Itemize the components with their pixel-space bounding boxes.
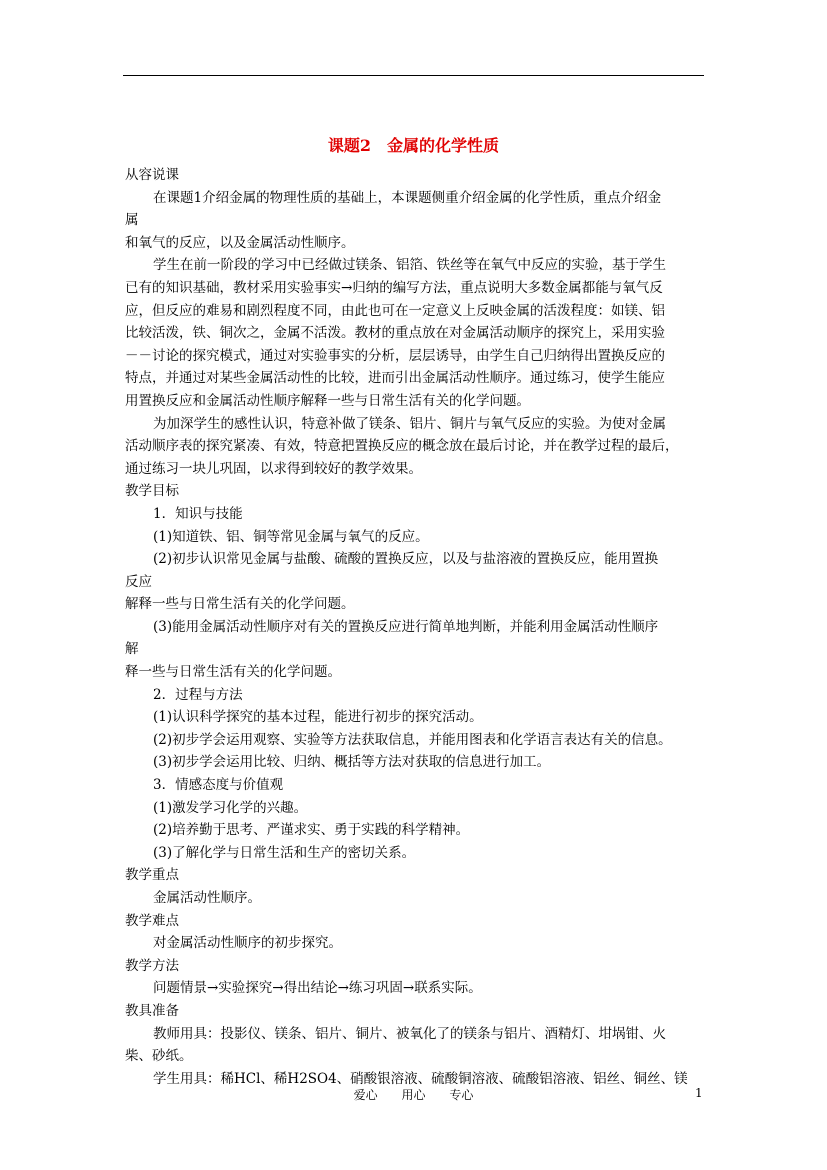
text-line: 应，但反应的难易和剧烈程度不同，由此也可在一定意义上反映金属的活泼程度：如镁、铝 xyxy=(125,302,665,319)
text-line: 3．情感态度与价值观 xyxy=(153,777,284,794)
text-line: (2)初步认识常见金属与盐酸、硫酸的置换反应，以及与盐溶液的置换反应，能用置换 xyxy=(153,551,659,568)
text-line: 特点，并通过对某些金属活动性的比较，进而引出金属活动性顺序。通过练习，使学生能应 xyxy=(125,370,665,387)
text-line: 1．知识与技能 xyxy=(153,505,243,522)
text-line: 金属活动性顺序。 xyxy=(153,890,261,906)
text-line: 在课题1介绍金属的物理性质的基础上，本课题侧重介绍金属的化学性质，重点介绍金 xyxy=(153,189,662,206)
footer-text-left: 爱心 xyxy=(353,1088,378,1102)
page-title: 课题2 金属的化学性质 xyxy=(327,136,500,155)
text-line: 为加深学生的感性认识，特意补做了镁条、铝片、铜片与氧气反应的实验。为使对金属 xyxy=(153,415,666,432)
text-line: (1)知道铁、铝、铜等常见金属与氧气的反应。 xyxy=(153,528,429,545)
text-line: 活动顺序表的探究紧凑、有效，特意把置换反应的概念放在最后讨论，并在教学过程的最后， xyxy=(125,438,679,455)
text-line: (2)培养勤于思考、严谨求实、勇于实践的科学精神。 xyxy=(153,822,470,839)
text-line: 学生用具：稀HCl、稀H2SO4、硝酸银溶液、硫酸铜溶液、硫酸铝溶液、铝丝、铜丝、镁 xyxy=(153,1070,688,1087)
text-line: (3)能用金属活动性顺序对有关的置换反应进行简单地判断，并能利用金属活动性顺序 xyxy=(153,618,659,635)
text-line: 已有的知识基础，教材采用实验事实→归纳的编写方法，重点说明大多数金属都能与氧气反 xyxy=(125,279,663,296)
text-line: －－讨论的探究模式，通过对实验事实的分析，层层诱导，由学生自己归纳得出置换反应的 xyxy=(125,347,665,364)
text-line: 属 xyxy=(125,212,139,229)
text-line: 对金属活动性顺序的初步探究。 xyxy=(153,935,342,952)
text-line: (2)初步学会运用观察、实验等方法获取信息，并能用图表和化学语言表达有关的信息。 xyxy=(153,731,672,748)
text-line: 用置换反应和金属活动性顺序解释一些与日常生活有关的化学问题。 xyxy=(125,392,530,409)
text-line: 2．过程与方法 xyxy=(153,686,243,703)
document-body xyxy=(125,164,710,1090)
footer-text-middle: 用心 xyxy=(401,1088,426,1102)
text-line: 教学目标 xyxy=(125,483,179,500)
text-line: 学生在前一阶段的学习中已经做过镁条、铝箔、铁丝等在氧气中反应的实验，基于学生 xyxy=(153,257,666,274)
page-footer xyxy=(0,1086,827,1103)
text-line: 柴、砂纸。 xyxy=(125,1048,193,1065)
text-line: 教学重点 xyxy=(125,867,179,884)
text-line: (3)了解化学与日常生活和生产的密切关系。 xyxy=(153,844,416,861)
text-line: 教师用具：投影仪、镁条、铝片、铜片、被氧化了的镁条与铝片、酒精灯、坩埚钳、火 xyxy=(153,1025,666,1042)
text-line: 解释一些与日常生活有关的化学问题。 xyxy=(125,596,355,613)
text-line: 比较活泼，铁、铜次之，金属不活泼。教材的重点放在对金属活动顺序的探究上，采用实验 xyxy=(125,325,665,342)
text-line: 问题情景→实验探究→得出结论→练习巩固→联系实际。 xyxy=(153,980,482,997)
footer-text-right: 专心 xyxy=(449,1088,474,1102)
text-line: 释一些与日常生活有关的化学问题。 xyxy=(125,664,341,681)
text-line: (3)初步学会运用比较、归纳、概括等方法对获取的信息进行加工。 xyxy=(153,754,551,771)
page-number: 1 xyxy=(695,1086,703,1100)
text-line: (1)认识科学探究的基本过程，能进行初步的探究活动。 xyxy=(153,709,483,726)
text-line: 教具准备 xyxy=(125,1002,179,1019)
text-line: (1)激发学习化学的兴趣。 xyxy=(153,799,308,816)
text-line: 教学方法 xyxy=(125,957,179,974)
text-line: 反应 xyxy=(125,573,152,590)
header-rule xyxy=(123,75,704,76)
text-line: 和氧气的反应，以及金属活动性顺序。 xyxy=(125,234,355,251)
text-line: 通过练习一块儿巩固，以求得到较好的教学效果。 xyxy=(125,460,422,477)
text-line: 从容说课 xyxy=(125,167,179,183)
text-line: 教学难点 xyxy=(125,912,179,929)
text-line: 解 xyxy=(125,641,139,658)
